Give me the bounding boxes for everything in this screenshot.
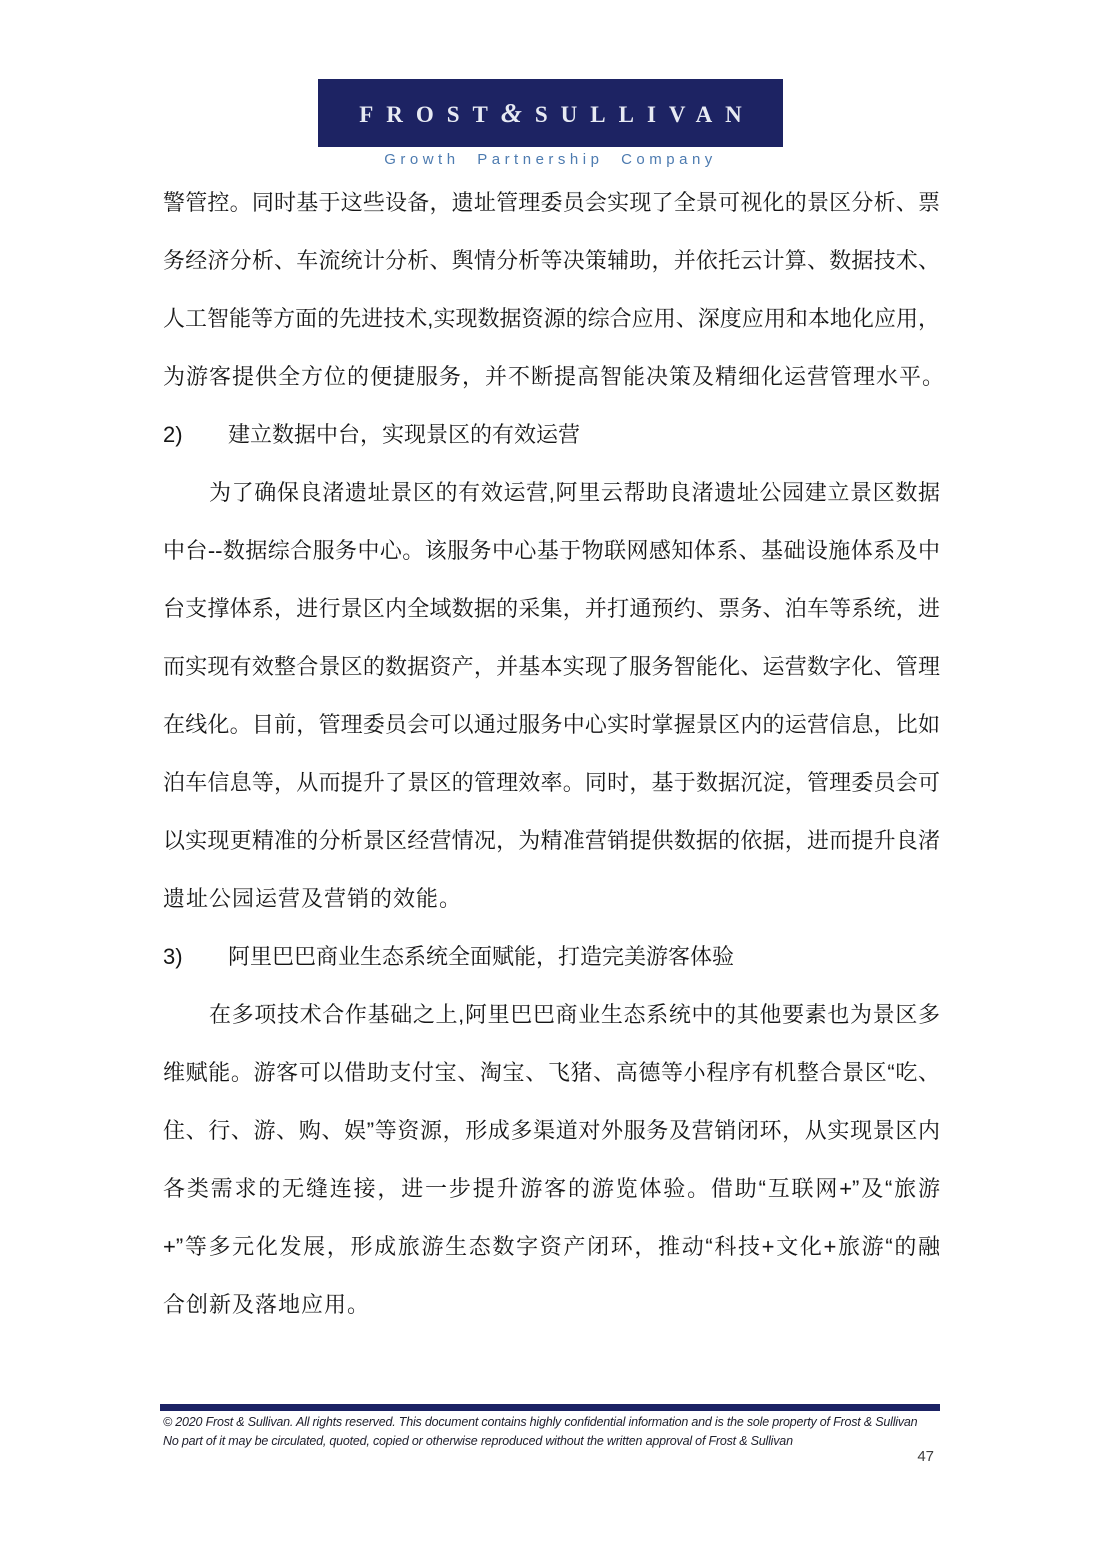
paragraph-line: +”等多元化发展，形成旅游生态数字资产闭环，推动“科技+文化+旅游“的融 xyxy=(163,1234,940,1259)
paragraph-line: 人工智能等方面的先进技术,实现数据资源的综合应用、深度应用和本地化应用， xyxy=(163,306,940,331)
paragraph-line: 泊车信息等，从而提升了景区的管理效率。同时，基于数据沉淀，管理委员会可 xyxy=(163,770,940,795)
paragraph-line: 而实现有效整合景区的数据资产，并基本实现了服务智能化、运营数字化、管理 xyxy=(163,654,940,679)
paragraph-line: 住、行、游、购、娱”等资源，形成多渠道对外服务及营销闭环，从实现景区内 xyxy=(163,1118,940,1143)
paragraph-line: 为了确保良渚遗址景区的有效运营,阿里云帮助良渚遗址公园建立景区数据 xyxy=(209,480,940,505)
footer-copyright-line2: No part of it may be circulated, quoted, copied or otherwise reproduced without the written approval of Frost & Sullivan xyxy=(163,1434,793,1448)
logo-ampersand: & xyxy=(500,97,535,128)
page-number: 47 xyxy=(917,1448,934,1465)
footer-divider-rule xyxy=(160,1404,940,1411)
section-heading-3 xyxy=(163,928,940,986)
section-heading-2 xyxy=(163,406,940,464)
paragraph-line: 务经济分析、车流统计分析、舆情分析等决策辅助，并依托云计算、数据技术、 xyxy=(163,248,940,273)
section-number: 2) xyxy=(163,422,183,447)
section-title: 建立数据中台，实现景区的有效运营 xyxy=(228,422,581,447)
paragraph-line: 维赋能。游客可以借助支付宝、淘宝、飞猪、高德等小程序有机整合景区“吃、 xyxy=(163,1060,940,1085)
paragraph-line: 各类需求的无缝连接，进一步提升游客的游览体验。借助“互联网+”及“旅游 xyxy=(163,1176,940,1201)
paragraph-line: 以实现更精准的分析景区经营情况，为精准营销提供数据的依据，进而提升良渚 xyxy=(163,828,940,853)
paragraph-line: 在多项技术合作基础之上,阿里巴巴商业生态系统中的其他要素也为景区多 xyxy=(209,1002,940,1027)
paragraph-line: 为游客提供全方位的便捷服务，并不断提高智能决策及精细化运营管理水平。 xyxy=(163,364,946,389)
paragraph-line: 台支撑体系，进行景区内全域数据的采集，并打通预约、票务、泊车等系统，进 xyxy=(163,596,940,621)
paragraph-line: 中台--数据综合服务中心。该服务中心基于物联网感知体系、基础设施体系及中 xyxy=(163,538,940,563)
logo-tagline: Growth Partnership Company xyxy=(384,151,717,168)
paragraph-line: 在线化。目前，管理委员会可以通过服务中心实时掌握景区内的运营信息，比如 xyxy=(163,712,940,737)
logo-word-frost: FROST xyxy=(359,101,501,127)
section-number: 3) xyxy=(163,944,183,969)
document-body xyxy=(163,174,946,1334)
paragraph-line: 合创新及落地应用。 xyxy=(163,1292,371,1317)
footer-copyright xyxy=(163,1413,943,1451)
logo-wordmark xyxy=(346,98,755,129)
section-title: 阿里巴巴商业生态系统全面赋能，打造完美游客体验 xyxy=(228,944,735,969)
logo-word-sullivan: SULLIVAN xyxy=(534,101,755,127)
paragraph-line: 警管控。同时基于这些设备，遗址管理委员会实现了全景可视化的景区分析、票 xyxy=(163,190,940,215)
paragraph-line: 遗址公园运营及营销的效能。 xyxy=(163,886,463,911)
footer-copyright-line1: © 2020 Frost & Sullivan. All rights reserved. This document contains highly confidential information and is the sole property of Frost & Sullivan xyxy=(163,1415,918,1429)
frost-sullivan-logo xyxy=(318,79,783,147)
